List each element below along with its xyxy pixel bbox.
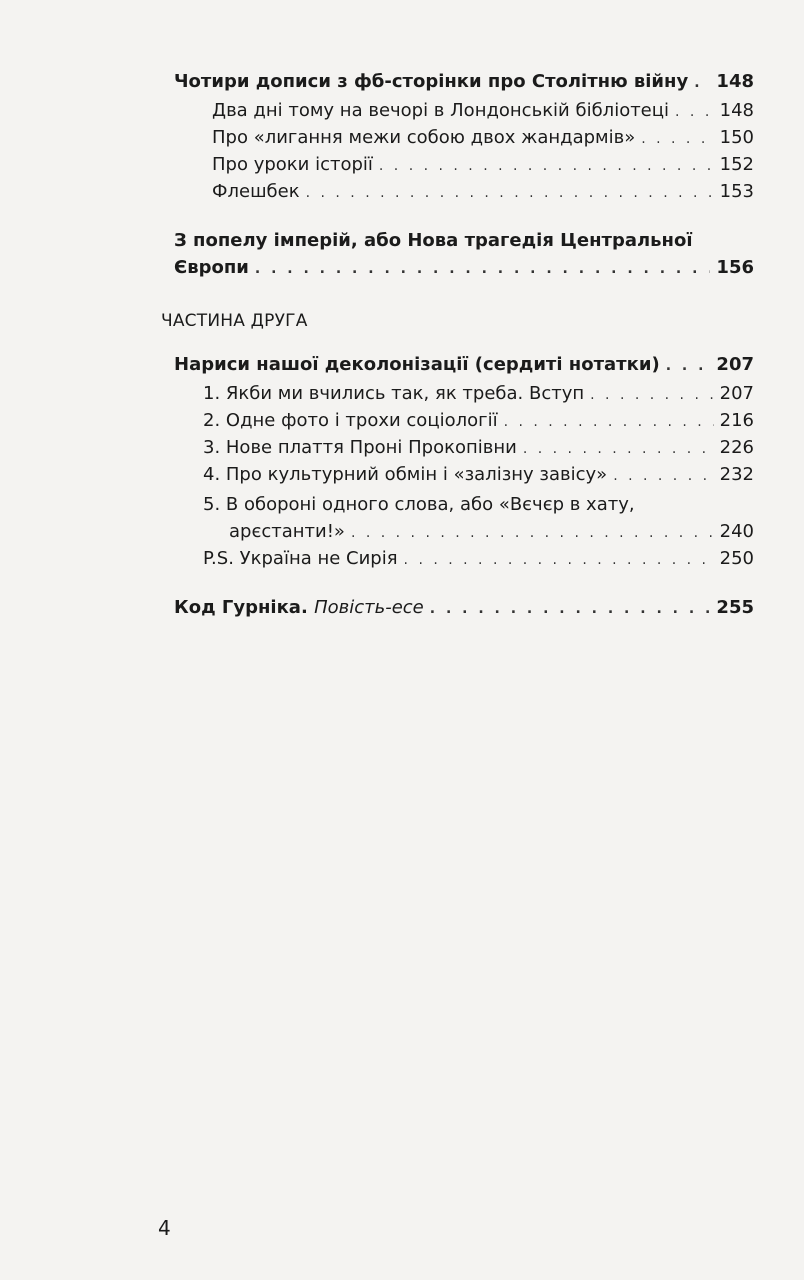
- toc-subentry-title: 1. Якби ми вчились так, як треба. Вступ: [203, 383, 585, 404]
- toc-subentry: [212, 99, 754, 124]
- leader-dots: [523, 437, 714, 461]
- leader-dots: [306, 181, 714, 205]
- leader-dots: [504, 410, 714, 434]
- toc-entry-kod: [174, 596, 754, 621]
- toc-entry-title-main: Код Гурніка.: [174, 597, 308, 618]
- toc-entry-title: [174, 596, 424, 620]
- toc-subentry-title: 2. Одне фото і трохи соціології: [203, 410, 498, 431]
- leader-dots: [351, 521, 714, 545]
- leader-dots: [666, 354, 711, 378]
- toc-subentry-title: Флешбек: [212, 181, 300, 202]
- leader-dots: [255, 257, 711, 281]
- toc-subentry-line1: 5. В обороні одного слова, або «Вєчєр в хату,: [203, 494, 635, 515]
- toc-subentry: [229, 520, 754, 545]
- toc-subentry-title: 3. Нове плаття Проні Прокопівни: [203, 437, 517, 458]
- toc-entry-title: Чотири дописи з фб-сторінки про Столітню війну: [174, 71, 689, 92]
- toc-entry-title: Європи: [174, 257, 249, 278]
- page-number: 4: [158, 1216, 171, 1240]
- toc-subentry: [212, 153, 754, 178]
- toc-subentry-page: 207: [719, 383, 754, 404]
- toc-entry-popel: [174, 256, 754, 281]
- leader-dots: [430, 597, 711, 621]
- toc-subentry: [203, 409, 754, 434]
- toc-subentry-title: арєстанти!»: [229, 521, 345, 542]
- leader-dots: [404, 548, 714, 572]
- toc-subentry-page: 240: [719, 521, 754, 542]
- toc-subentry: [203, 436, 754, 461]
- leader-dots: [641, 127, 713, 151]
- toc-entry-page: 207: [716, 354, 754, 375]
- toc-subentry-page: 232: [719, 464, 754, 485]
- toc-subentry-title: Два дні тому на вечорі в Лондонській бібліотеці: [212, 100, 670, 121]
- toc-subentry-page: 152: [719, 154, 754, 175]
- leader-dots: [379, 154, 714, 178]
- toc-entry-page: 156: [716, 257, 754, 278]
- toc-subentry-title: 4. Про культурний обмін і «залізну завісу»: [203, 464, 608, 485]
- toc-subentry-page: 153: [719, 181, 754, 202]
- toc-entry-title: Нариси нашої деколонізації (сердиті нотатки): [174, 354, 660, 375]
- toc-subentry-page: 216: [719, 410, 754, 431]
- toc-entry-page: 255: [716, 597, 754, 618]
- toc-subentry: [212, 126, 754, 151]
- toc-subentry: [203, 463, 754, 488]
- toc-subentry-title: Про уроки історії: [212, 154, 373, 175]
- toc-entry-narysy: [174, 353, 754, 378]
- toc-entry-page: 148: [716, 71, 754, 92]
- part-heading: ЧАСТИНА ДРУГА: [161, 311, 308, 331]
- toc-subentry-page: 250: [719, 548, 754, 569]
- toc-subentry: [212, 180, 754, 205]
- toc-entry-chotyry: [174, 70, 754, 95]
- toc-subentry-page: 150: [719, 127, 754, 148]
- toc-subentry-page: 148: [719, 100, 754, 121]
- toc-subentry-page: 226: [719, 437, 754, 458]
- leader-dots: [675, 100, 714, 124]
- toc-entry-subtitle: Повість-есе: [314, 597, 424, 618]
- leader-dots: [694, 71, 710, 95]
- toc-subentry-title: Про «лигання межи собою двох жандармів»: [212, 127, 636, 148]
- toc-entry-popel-line1: З попелу імперій, або Нова трагедія Центральної: [174, 230, 693, 251]
- toc-subentry: [203, 547, 754, 572]
- toc-subentry: [203, 382, 754, 407]
- leader-dots: [613, 464, 713, 488]
- leader-dots: [590, 383, 714, 407]
- toc-subentry-title: P.S. Україна не Сирія: [203, 548, 398, 569]
